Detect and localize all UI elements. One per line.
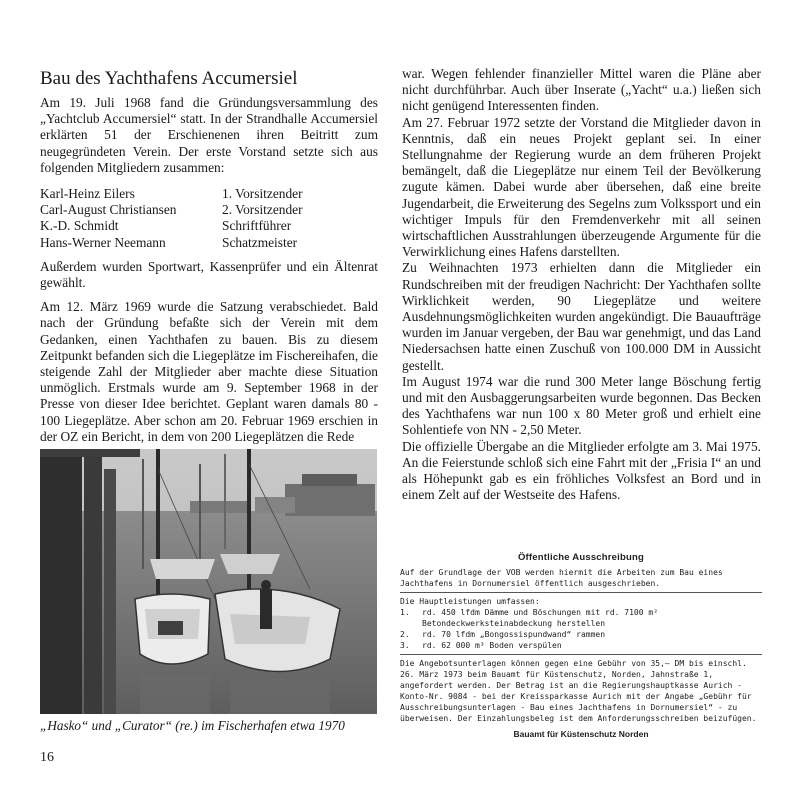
board-member-name: Carl-August Christiansen [40,202,177,218]
board-member-role: 2. Vorsitzender [222,202,303,218]
notice-details: Die Angebotsunterlagen können gegen eine Gebühr von 35,— DM bis einschl. 26. März 1973 beim Bauamt für Küstenschutz, Norden, Jahnstraße 1, angefordert werden. Der Betrag ist an die Regierungshauptkasse Aurich - Konto-Nr. 9084 - bei der Kreissparkasse Aurich mit der Angabe „Gebühr für Ausschreibungsunterlagen - Bau eines Jachthafens in Dornumersiel“ - zu überweisen. Der Einzahlungsbeleg ist dem Anforderungsschreiben beizufügen. [400,659,757,723]
notice-item-number: 2. [400,630,410,639]
board-member-name: Hans-Werner Neemann [40,234,166,250]
notice-item-number: 1. [400,608,410,617]
notice-item-text: rd. 62 000 m³ Boden verspülen [422,641,562,650]
left-column [40,67,378,445]
article-title: Bau des Yachthafens Accumersiel [40,68,298,89]
notice-item [400,629,762,640]
notice-title: Öffentliche Ausschreibung [517,552,645,563]
board-member-name: K.-D. Schmidt [40,218,119,234]
paragraph-founding: Am 19. Juli 1968 fand die Gründungsversammlung des „Yachtclub Accumersiel“ statt. In der Strandhalle Accumersiel erklärten 51 der Erschienenen ihren Beitritt zum neugegründeten Verein. Der erste Vorstand setzte sich aus folgenden Mitgliedern zusammen: [40,95,378,175]
right-column [402,66,761,503]
paragraph-christmas: Zu Weihnachten 1973 erhielten dann die Mitglieder ein Rundschreiben mit der freudigen Nachricht: Der Yachthafen sollte Wirklichkeit werden, 90 Liegeplätze und weitere Ausdehnungsmöglichkeiten wurden angekündigt. Die Bauaufträge wurden im Januar vergeben, der Bau war genehmigt, und das Land Niedersachsen hatte einen Zuschuß von 100.000 DM in Aussicht gestellt. [402,260,761,373]
photo-caption: „Hasko“ und „Curator“ (re.) im Fischerhafen etwa 1970 [40,718,345,733]
paragraph-construction: Im August 1974 war die rund 300 Meter lange Böschung fertig und mit den Ausbaggerungsarbeiten wurde begonnen. Das Becken des Yachthafens war nun 100 x 80 Meter groß und erhielt eine Sohlentiefe von NN - 2,50 Meter. [402,373,761,438]
board-members-list [40,186,378,251]
paragraph-statutes: Am 12. März 1969 wurde die Satzung verabschiedet. Bald nach der Gründung befaßte sich der Verein mit dem Gedanken, einen Yachthafen zu bauen. Bis zu diesem Zeitpunkt befanden sich die Liegeplätze im Fischereihafen, die steigende Zahl der Mitglieder aber machte diese Situation unmöglich. Erstmals wurde am 9. September 1968 in der Presse von dieser Idee berichtet. Geplant waren damals 80 - 100 Liegeplätze. Aber schon am 20. Februar 1969 erschien in der OZ ein Bericht, in dem von 200 Liegeplätzen die Rede [40,299,378,444]
paragraph-plans: war. Wegen fehlender finanzieller Mittel waren die Pläne aber nicht durchführbar. Auch über Inserate („Yacht“ u.a.) ließen sich nicht genügend Interessenten finden. [402,66,761,114]
page-number: 16 [40,750,54,765]
notice-intro: Auf der Grundlage der VOB werden hiermit die Arbeiten zum Bau eines Jachthafens in Dornumersiel öffentlich ausgeschrieben. [400,568,723,588]
harbor-photo [40,449,377,714]
notice-services-heading: Die Hauptleistungen umfassen: [400,597,540,606]
notice-issuer: Bauamt für Küstenschutz Norden [513,729,649,739]
board-member-role: Schatzmeister [222,234,298,250]
paragraph-elections: Außerdem wurden Sportwart, Kassenprüfer und ein Ältenrat gewählt. [40,258,378,291]
board-member-role: Schriftführer [222,218,292,234]
notice-item [400,607,762,629]
notice-item-text: rd. 70 lfdm „Bongossispundwand“ rammen [422,630,606,639]
board-member-name: Karl-Heinz Eilers [40,186,135,202]
paragraph-new-project: Am 27. Februar 1972 setzte der Vorstand die Mitglieder davon in Kenntnis, daß ein neues Projekt geplant sei. In einer Stellungnahme der Regierung wurde an dem früheren Projekt bemängelt, daß die Liegeplätze nur einem Teil der Bevölkerung zugute kämen. Dabei wurde aber übersehen, daß eine breite Jugendarbeit, die Erweiterung des Segelns zum Volkssport und ein wichtiger Impuls für den Fremdenverkehr mit all seinen wirtschaftlichen Ausstrahlungen überzeugende Argumente für die Verwirklichung eines Hafens darstellten. [402,114,761,260]
public-tender-notice [400,552,762,740]
notice-divider [400,592,762,593]
notice-item [400,640,762,651]
paragraph-handover: Die offizielle Übergabe an die Mitglieder erfolgte am 3. Mai 1975. An die Feierstunde schloß sich eine Fahrt mit der „Frisia I“ an und als Höhepunkt gab es ein fröhliches Volksfest an Bord und in einem Zelt auf der Westseite des Hafens. [402,438,761,503]
notice-item-text: rd. 450 lfdm Dämme und Böschungen mit rd. 7100 m² Betondeckwerksteinabdeckung herstellen [422,608,659,628]
notice-item-number: 3. [400,641,410,650]
notice-divider [400,654,762,655]
board-member-role: 1. Vorsitzender [222,186,303,202]
